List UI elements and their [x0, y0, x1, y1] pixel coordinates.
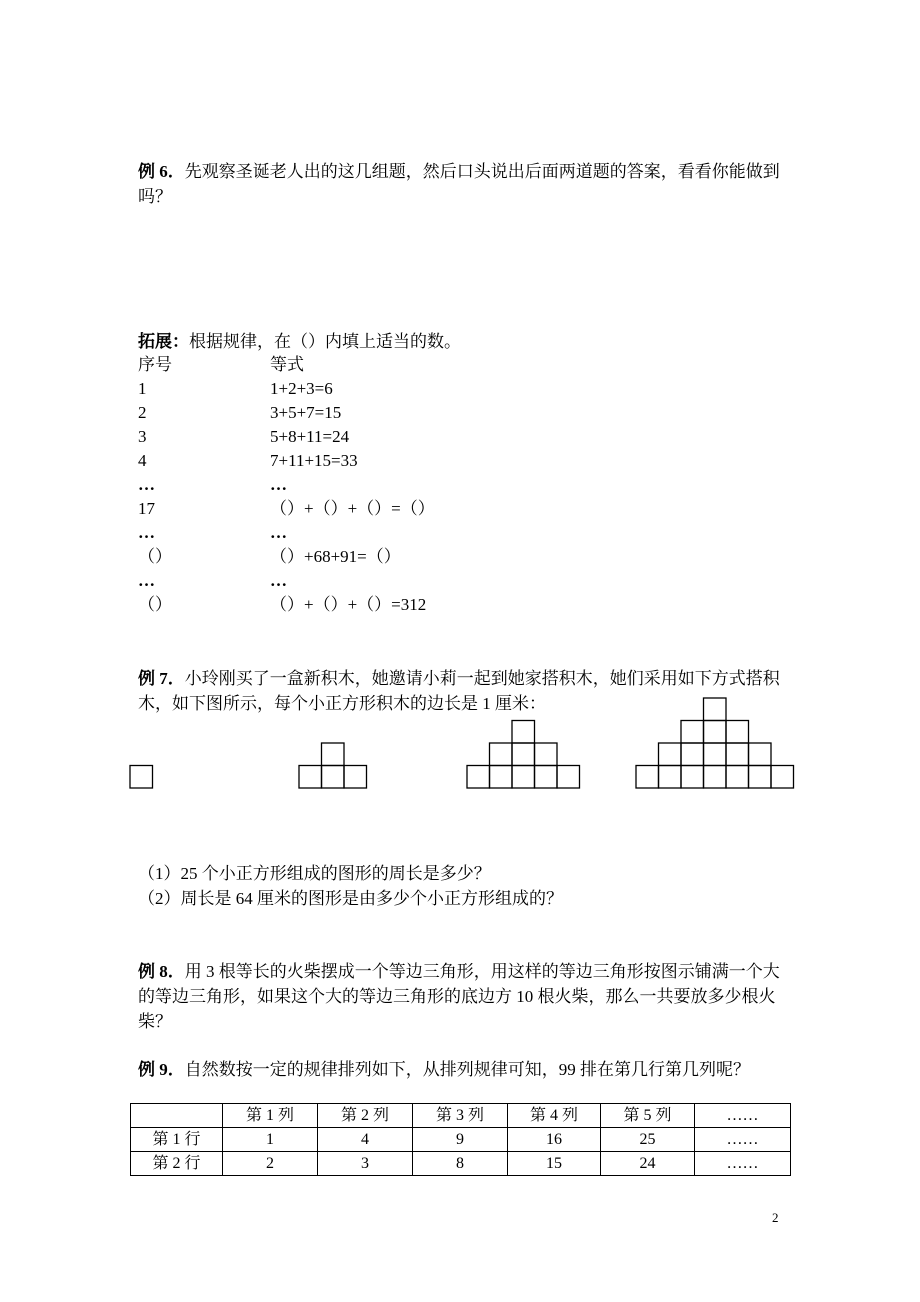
example-8-text: 用 3 根等长的火柴摆成一个等边三角形，用这样的等边三角形按图示铺满一个大的等边三角形，如果这个大的等边三角形的底边方 10 根火柴，那么一共要放多少根火柴？: [138, 962, 780, 1031]
block-square: [704, 698, 727, 721]
row-index: 3: [138, 427, 147, 446]
example-6-text: 先观察圣诞老人出的这几组题，然后口头说出后面两道题的答案，看看你能做到吗？: [138, 162, 780, 206]
block-square: [322, 743, 345, 766]
block-square: [659, 743, 682, 766]
block-square: [726, 721, 749, 744]
table-cell: ……: [695, 1128, 791, 1152]
block-square: [726, 743, 749, 766]
pyramid-2: [299, 743, 367, 788]
table-cell: 1: [223, 1128, 318, 1152]
block-square: [535, 743, 558, 766]
header-index: 序号: [138, 355, 172, 374]
example-6-label: 例 6．: [138, 162, 185, 181]
row-index: 2: [138, 403, 147, 422]
table-cell: 9: [413, 1128, 508, 1152]
example-7-question-1: （1）25 个小正方形组成的图形的周长是多少？: [138, 864, 491, 883]
block-square: [512, 743, 535, 766]
table-cell: [131, 1104, 223, 1128]
row-index: （）: [138, 595, 172, 614]
table-cell: 15: [508, 1152, 601, 1176]
pyramid-4: [636, 698, 794, 788]
block-square: [681, 743, 704, 766]
row-equation: …: [270, 523, 286, 542]
row-equation: 1+2+3=6: [270, 379, 333, 398]
row-index: 1: [138, 379, 147, 398]
table-cell: 第 4 列: [508, 1104, 601, 1128]
table-cell: 第 2 列: [318, 1104, 413, 1128]
row-equation: （）+（）+（）=（）: [270, 499, 435, 518]
table-cell: 第 1 列: [223, 1104, 318, 1128]
block-square: [659, 766, 682, 789]
block-square: [299, 766, 322, 789]
row-equation: 5+8+11=24: [270, 427, 350, 446]
table-cell: 16: [508, 1128, 601, 1152]
example-9: [138, 1057, 788, 1082]
extension-label: 拓展：: [138, 332, 189, 351]
example-9-label: 例 9．: [138, 1060, 185, 1079]
block-square: [512, 721, 535, 744]
block-square: [344, 766, 367, 789]
row-equation: 7+11+15=33: [270, 451, 358, 470]
row-index: 17: [138, 499, 155, 518]
example-7-text: 小玲刚买了一盒新积木，她邀请小莉一起到她家搭积木，她们采用如下方式搭积木，如下图所示，每个小正方形积木的边长是 1 厘米：: [138, 669, 780, 713]
row-equation: …: [270, 571, 286, 590]
row-index: …: [138, 475, 154, 494]
block-square: [130, 766, 153, 789]
table-header-row: [131, 1104, 791, 1128]
row-equation: …: [270, 475, 286, 494]
block-square: [704, 721, 727, 744]
block-square: [490, 766, 513, 789]
pyramid-3: [467, 721, 580, 789]
row-index: …: [138, 523, 154, 542]
page-number: 2: [772, 1210, 779, 1225]
table-cell: 3: [318, 1152, 413, 1176]
table-row: [131, 1152, 791, 1176]
row-index: …: [138, 571, 154, 590]
block-square: [681, 766, 704, 789]
block-square: [704, 743, 727, 766]
block-square: [512, 766, 535, 789]
table-cell: 第 5 列: [601, 1104, 695, 1128]
block-square: [726, 766, 749, 789]
block-square: [704, 766, 727, 789]
table-cell: 24: [601, 1152, 695, 1176]
table-cell: 第 2 行: [131, 1152, 223, 1176]
block-square: [681, 721, 704, 744]
table-cell: 第 1 行: [131, 1128, 223, 1152]
block-square: [535, 766, 558, 789]
row-equation: （）+（）+（）=312: [270, 595, 427, 614]
block-square: [636, 766, 659, 789]
header-equation: 等式: [270, 355, 304, 374]
table-cell: 2: [223, 1152, 318, 1176]
block-square: [749, 766, 772, 789]
block-square: [557, 766, 580, 789]
row-index: 4: [138, 451, 147, 470]
example-9-text: 自然数按一定的规律排列如下，从排列规律可知，99 排在第几行第几列呢？: [184, 1060, 750, 1079]
block-square: [749, 743, 772, 766]
table-cell: ……: [695, 1152, 791, 1176]
block-square: [467, 766, 490, 789]
example-7-question-2: （2）周长是 64 厘米的图形是由多少个小正方形组成的？: [138, 889, 563, 908]
table-cell: ……: [695, 1104, 791, 1128]
block-square: [771, 766, 794, 789]
number-arrangement-table: [130, 1103, 791, 1176]
row-equation: （）+68+91=（）: [270, 547, 401, 566]
row-index: （）: [138, 547, 172, 566]
block-square: [322, 766, 345, 789]
pyramid-1: [130, 766, 153, 789]
table-cell: 8: [413, 1152, 508, 1176]
extension-text: 根据规律，在（）内填上适当的数。: [189, 332, 461, 351]
table-cell: 4: [318, 1128, 413, 1152]
example-8-label: 例 8．: [138, 962, 185, 981]
example-7-label: 例 7．: [138, 669, 185, 688]
table-cell: 25: [601, 1128, 695, 1152]
row-equation: 3+5+7=15: [270, 403, 342, 422]
example-8: [138, 959, 788, 1034]
block-pyramids: [130, 698, 794, 788]
block-square: [490, 743, 513, 766]
table-row: [131, 1128, 791, 1152]
table-cell: 第 3 列: [413, 1104, 508, 1128]
